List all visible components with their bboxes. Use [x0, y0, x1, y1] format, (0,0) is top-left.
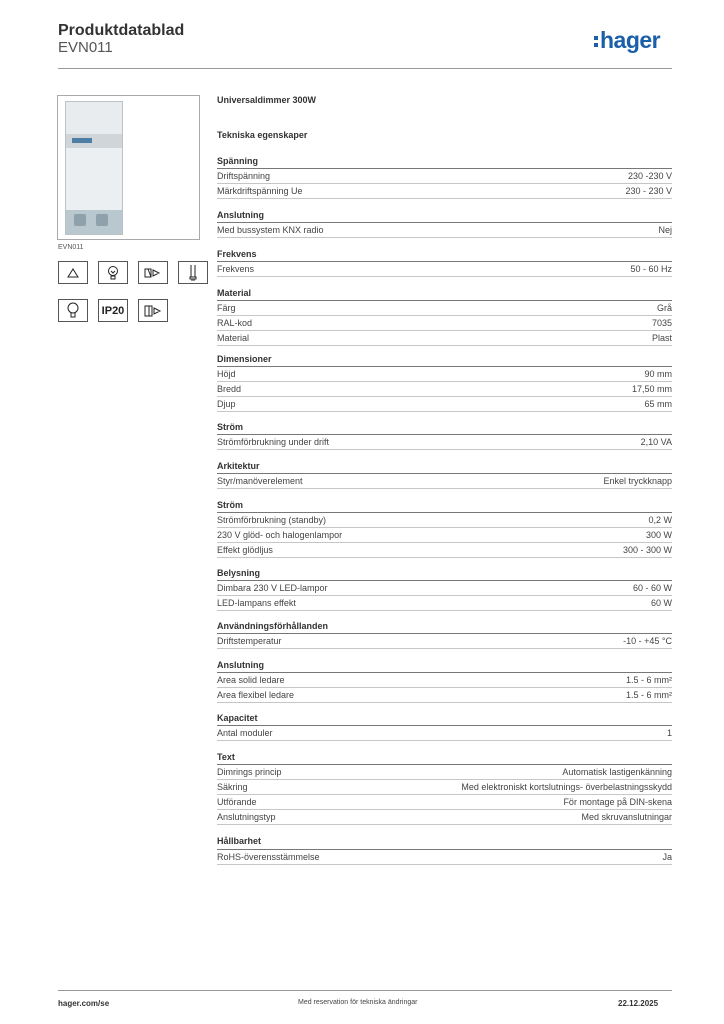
spec-row [217, 331, 672, 346]
spec-label: Utförande [217, 797, 257, 807]
spec-row [217, 513, 672, 528]
spec-row [217, 596, 672, 611]
spec-value: 230 - 230 V [625, 186, 672, 196]
spec-value: 230 -230 V [627, 171, 672, 181]
spec-label: Djup [217, 399, 236, 409]
product-image [57, 95, 200, 240]
spec-label: Strömförbrukning (standby) [217, 515, 327, 525]
section-title: Anslutning [217, 208, 672, 223]
spec-value: Enkel tryckknapp [603, 476, 672, 486]
spec-value: 50 - 60 Hz [630, 264, 672, 274]
spec-value: 1 [666, 728, 672, 738]
spec-section [217, 711, 672, 741]
logo-dots-icon [594, 33, 598, 50]
spec-label: RAL-kod [217, 318, 253, 328]
section-title: Spänning [217, 154, 672, 169]
page-title: Produktdatablad [58, 22, 185, 39]
spec-label: RoHS-överensstämmelse [217, 852, 320, 862]
section-title: Belysning [217, 566, 672, 581]
section-title: Frekvens [217, 247, 672, 262]
spec-label: Färg [217, 303, 236, 313]
spec-value: 17,50 mm [631, 384, 672, 394]
ip-rating-badge: IP20 [98, 299, 128, 322]
spec-label: Effekt glödljus [217, 545, 273, 555]
spec-section [217, 459, 672, 489]
spec-value: 300 W [645, 530, 672, 540]
spec-section [217, 750, 672, 825]
spec-value: Nej [658, 225, 672, 235]
spec-label: Märkdriftspänning Ue [217, 186, 303, 196]
spec-row [217, 634, 672, 649]
section-title: Dimensioner [217, 352, 672, 367]
spec-label: Area solid ledare [217, 675, 285, 685]
spec-value: Grå [656, 303, 672, 313]
section-title: Material [217, 286, 672, 301]
spec-label: Med bussystem KNX radio [217, 225, 324, 235]
spec-value: 90 mm [644, 369, 672, 379]
spec-label: Material [217, 333, 250, 343]
spec-row [217, 316, 672, 331]
spec-label: Bredd [217, 384, 242, 394]
section-title: Användningsförhållanden [217, 619, 672, 634]
spec-label: Säkring [217, 782, 248, 792]
spec-section [217, 420, 672, 450]
spec-value: 7035 [651, 318, 672, 328]
spec-section [217, 154, 672, 199]
section-title: Hållbarhet [217, 833, 672, 850]
spec-section [217, 566, 672, 611]
device-illustration [65, 101, 123, 235]
spec-label: Area flexibel ledare [217, 690, 295, 700]
spec-value: Automatisk lastigenkänning [562, 767, 672, 777]
spec-row [217, 301, 672, 316]
spec-row [217, 435, 672, 450]
spec-section [217, 619, 672, 649]
spec-value: 2,10 VA [640, 437, 672, 447]
spec-label: Dimbara 230 V LED-lampor [217, 583, 328, 593]
spec-section [217, 286, 672, 346]
spec-row [217, 795, 672, 810]
spec-value: -10 - +45 °C [623, 636, 672, 646]
spec-label: Styr/manöverelement [217, 476, 303, 486]
spec-label: 230 V glöd- och halogenlampor [217, 530, 343, 540]
spec-row [217, 726, 672, 741]
spec-row [217, 474, 672, 489]
spec-section [217, 247, 672, 277]
spec-value: Ja [662, 852, 672, 862]
spec-label: Antal moduler [217, 728, 273, 738]
spec-label: Anslutningstyp [217, 812, 276, 822]
spec-section [217, 208, 672, 238]
section-title: Ström [217, 498, 672, 513]
spec-row [217, 262, 672, 277]
spec-label: Strömförbrukning under drift [217, 437, 330, 447]
spec-row [217, 688, 672, 703]
bulb-halogen-icon [98, 261, 128, 284]
tube-lamp-icon [178, 261, 208, 284]
spec-row [217, 367, 672, 382]
spec-label: LED-lampans effekt [217, 598, 296, 608]
spec-row [217, 850, 672, 865]
spec-section [217, 498, 672, 558]
product-name: Universaldimmer 300W [217, 95, 317, 105]
spec-row [217, 780, 672, 795]
spec-row [217, 184, 672, 199]
section-title: Arkitektur [217, 459, 672, 474]
spec-row [217, 581, 672, 596]
spec-value: Plast [651, 333, 672, 343]
spec-value: 1.5 - 6 mm² [625, 675, 672, 685]
footer-disclaimer: Med reservation för tekniska ändringar [298, 999, 418, 1006]
spec-row [217, 543, 672, 558]
lamp-ceiling-icon [58, 261, 88, 284]
spec-row [217, 169, 672, 184]
spec-row [217, 528, 672, 543]
footer-website-link[interactable]: hager.com/se [58, 999, 110, 1008]
spec-value: 1.5 - 6 mm² [625, 690, 672, 700]
spec-value: 60 - 60 W [632, 583, 672, 593]
header-divider [58, 68, 672, 69]
spec-value: Med elektroniskt kortslutnings- överbelastningsskydd [461, 782, 672, 792]
footer-divider [58, 990, 672, 991]
spec-row [217, 673, 672, 688]
spec-section [217, 658, 672, 703]
spec-value: 0,2 W [648, 515, 672, 525]
spec-row [217, 765, 672, 780]
section-title: Ström [217, 420, 672, 435]
brand-logo [594, 27, 660, 54]
spec-value: 300 - 300 W [622, 545, 672, 555]
tech-heading: Tekniska egenskaper [217, 130, 308, 140]
section-title: Kapacitet [217, 711, 672, 726]
spec-label: Dimrings princip [217, 767, 282, 777]
spec-section [217, 833, 672, 865]
spec-value: För montage på DIN-skena [563, 797, 672, 807]
bulb-icon [58, 299, 88, 322]
spec-row [217, 810, 672, 825]
image-caption: EVN011 [58, 244, 84, 251]
spec-label: Frekvens [217, 264, 255, 274]
spec-section [217, 352, 672, 412]
section-title: Text [217, 750, 672, 765]
logo-text: hager [600, 27, 661, 53]
spec-value: Med skruvanslutningar [581, 812, 672, 822]
led-dim-icon [138, 261, 168, 284]
spec-value: 65 mm [644, 399, 672, 409]
footer-date: 22.12.2025 [618, 999, 659, 1008]
spec-label: Driftspänning [217, 171, 271, 181]
spec-value: 60 W [650, 598, 672, 608]
dimmer-symbol-icon [138, 299, 168, 322]
section-title: Anslutning [217, 658, 672, 673]
spec-label: Driftstemperatur [217, 636, 282, 646]
spec-row [217, 223, 672, 238]
spec-label: Höjd [217, 369, 236, 379]
spec-row [217, 382, 672, 397]
product-code: EVN011 [58, 39, 113, 56]
spec-row [217, 397, 672, 412]
